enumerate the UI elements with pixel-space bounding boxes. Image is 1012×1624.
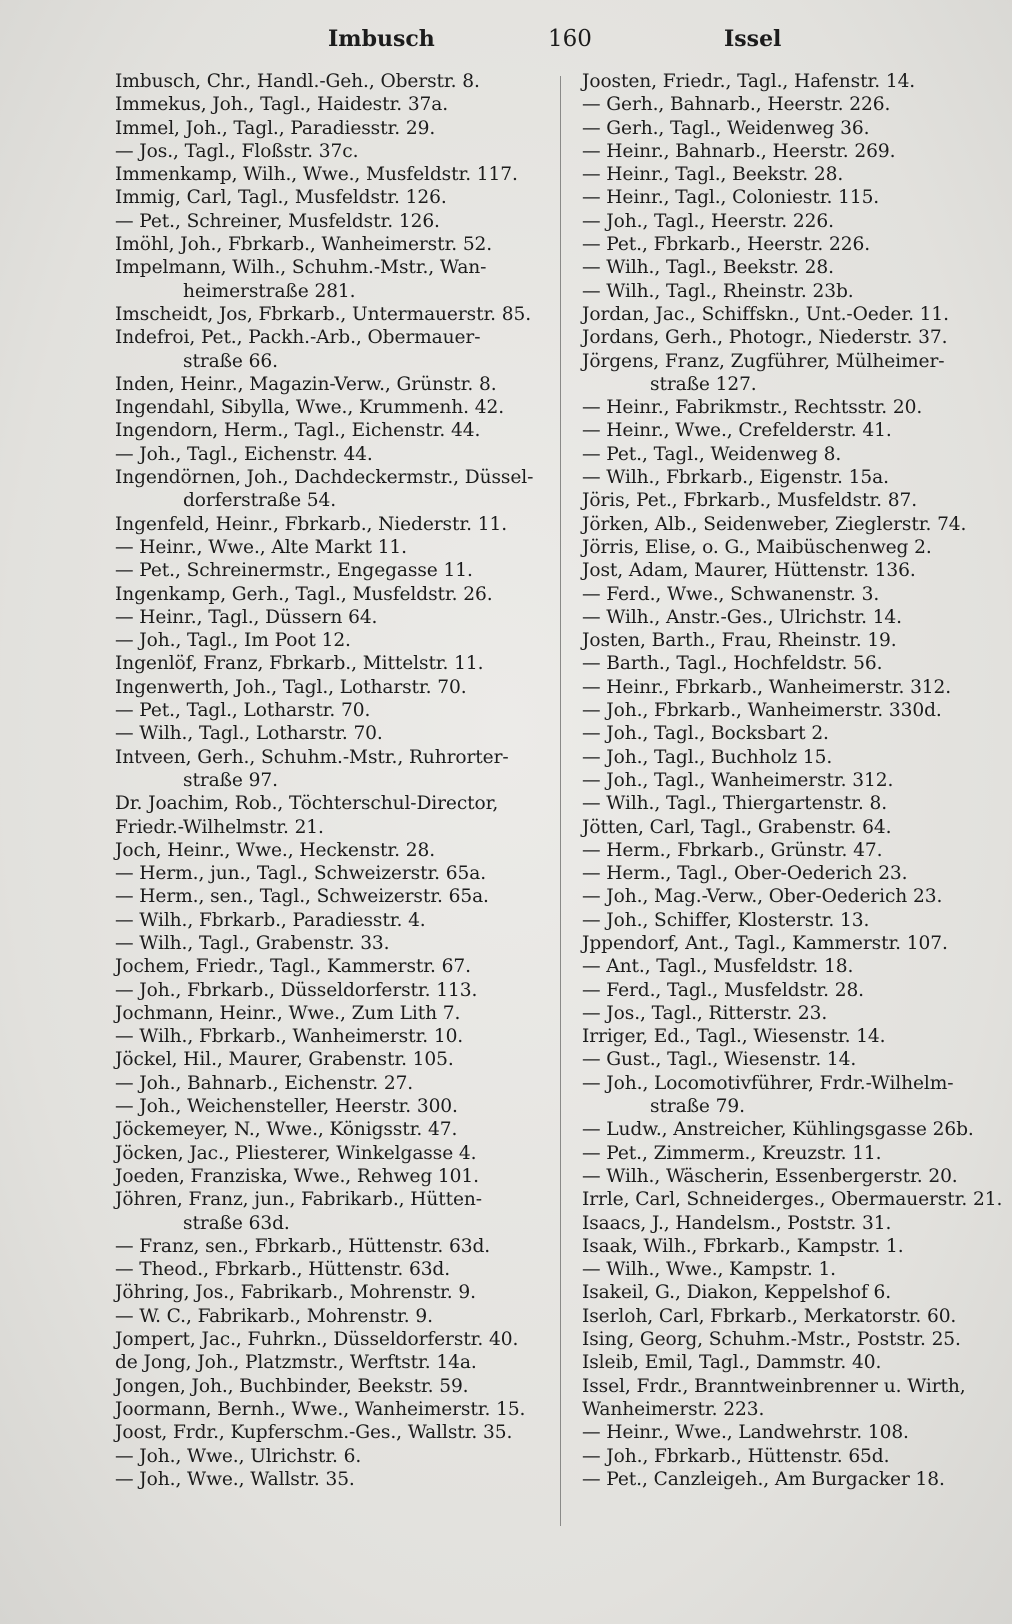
directory-entry: — Heinr., Wwe., Crefelderstr. 41. — [582, 420, 892, 442]
directory-entry: Imbusch, Chr., Handl.-Geh., Oberstr. 8. — [115, 71, 480, 92]
directory-entry: — Joh., Tagl., Im Poot 12. — [115, 630, 351, 652]
directory-entry: — Wilh., Tagl., Lotharstr. 70. — [115, 723, 383, 745]
directory-entry: — Pet., Canzleigeh., Am Burgacker 18. — [582, 1468, 945, 1490]
column-divider — [560, 76, 561, 1526]
directory-entry: Jötten, Carl, Tagl., Grabenstr. 64. — [582, 816, 892, 838]
directory-entry: — Wilh., Tagl., Thiergartenstr. 8. — [582, 793, 888, 815]
directory-entry: — Wilh., Tagl., Rheinstr. 23b. — [582, 280, 854, 302]
directory-entry: — Pet., Schreiner, Musfeldstr. 126. — [115, 210, 440, 232]
directory-entry: Jöckel, Hil., Maurer, Grabenstr. 105. — [115, 1049, 454, 1071]
directory-entry: — Wilh., Fbrkarb., Paradiesstr. 4. — [115, 909, 426, 931]
directory-entry: Immig, Carl, Tagl., Musfeldstr. 126. — [115, 187, 447, 209]
directory-entry: — Joh., Schiffer, Klosterstr. 13. — [582, 909, 870, 931]
directory-entry: Joormann, Bernh., Wwe., Wanheimerstr. 15. — [115, 1398, 526, 1420]
directory-entry: Indefroi, Pet., Packh.-Arb., Obermauer- — [115, 327, 481, 349]
directory-entry: — Pet., Tagl., Weidenweg 8. — [582, 443, 842, 465]
directory-entry: — Jos., Tagl., Ritterstr. 23. — [582, 1002, 828, 1024]
directory-entry: Joosten, Friedr., Tagl., Hafenstr. 14. — [582, 71, 916, 92]
directory-entry-continuation: straße 127. — [650, 373, 757, 395]
directory-entry: — Gerh., Tagl., Weidenweg 36. — [582, 117, 870, 139]
directory-entry: Jöris, Pet., Fbrkarb., Musfeldstr. 87. — [582, 490, 918, 512]
directory-entry: — Joh., Tagl., Eichenstr. 44. — [115, 443, 373, 465]
directory-entry: — Heinr., Tagl., Coloniestr. 115. — [582, 187, 880, 209]
directory-entry: — Herm., jun., Tagl., Schweizerstr. 65a. — [115, 863, 487, 885]
directory-entry: Isakeil, G., Diakon, Keppelshof 6. — [582, 1282, 892, 1304]
directory-entry: — Joh., Tagl., Bocksbart 2. — [582, 723, 829, 745]
left-column — [115, 70, 555, 1491]
directory-entry: de Jong, Joh., Platzmstr., Werftstr. 14a. — [115, 1352, 477, 1374]
directory-entry: Ingenkamp, Gerh., Tagl., Musfeldstr. 26. — [115, 583, 493, 605]
directory-entry: Isleib, Emil, Tagl., Dammstr. 40. — [582, 1352, 882, 1374]
directory-entry: — Joh., Fbrkarb., Wanheimerstr. 330d. — [582, 700, 942, 722]
directory-entry: Iserloh, Carl, Fbrkarb., Merkatorstr. 60. — [582, 1305, 957, 1327]
directory-entry: — Herm., sen., Tagl., Schweizerstr. 65a. — [115, 886, 489, 908]
directory-entry: Immekus, Joh., Tagl., Haidestr. 37a. — [115, 94, 449, 116]
directory-entry: — Wilh., Anstr.-Ges., Ulrichstr. 14. — [582, 606, 902, 628]
directory-entry: — Joh., Fbrkarb., Hüttenstr. 65d. — [582, 1445, 890, 1467]
directory-entry-continuation: dorferstraße 54. — [183, 490, 337, 512]
directory-entry: Ingendahl, Sibylla, Wwe., Krummenh. 42. — [115, 397, 505, 419]
directory-entry: Isaak, Wilh., Fbrkarb., Kampstr. 1. — [582, 1235, 904, 1257]
directory-entry-continuation: straße 79. — [650, 1096, 745, 1118]
directory-entry: Ingenfeld, Heinr., Fbrkarb., Niederstr. 11. — [115, 513, 508, 535]
directory-entry: — Wilh., Fbrkarb., Wanheimerstr. 10. — [115, 1026, 464, 1048]
directory-entry: Wanheimerstr. 223. — [582, 1398, 765, 1420]
directory-entry: — Joh., Wwe., Wallstr. 35. — [115, 1468, 355, 1490]
directory-entry: — Heinr., Fbrkarb., Wanheimerstr. 312. — [582, 676, 952, 698]
directory-entry: — Wilh., Wwe., Kampstr. 1. — [582, 1259, 836, 1281]
directory-entry: Jompert, Jac., Fuhrkn., Düsseldorferstr. 40. — [115, 1329, 519, 1351]
directory-entry: — Gust., Tagl., Wiesenstr. 14. — [582, 1049, 857, 1071]
directory-entry: Jost, Adam, Maurer, Hüttenstr. 136. — [582, 560, 916, 582]
page-header — [0, 20, 1012, 60]
directory-entry: Jöhring, Jos., Fabrikarb., Mohrenstr. 9. — [115, 1282, 476, 1304]
directory-entry: Jordans, Gerh., Photogr., Niederstr. 37. — [582, 327, 948, 349]
directory-entry: Jochmann, Heinr., Wwe., Zum Lith 7. — [115, 1002, 461, 1024]
directory-entry: — Heinr., Wwe., Landwehrstr. 108. — [582, 1422, 909, 1444]
directory-entry: Jöcken, Jac., Pliesterer, Winkelgasse 4. — [115, 1142, 477, 1164]
directory-entry: — Ferd., Tagl., Musfeldstr. 28. — [582, 979, 864, 1001]
directory-entry: Irriger, Ed., Tagl., Wiesenstr. 14. — [582, 1026, 886, 1048]
directory-entry: — Ant., Tagl., Musfeldstr. 18. — [582, 956, 854, 978]
header-left-word: Imbusch — [328, 26, 435, 52]
directory-entry: Ingendorn, Herm., Tagl., Eichenstr. 44. — [115, 420, 481, 442]
directory-entry: — Wilh., Fbrkarb., Eigenstr. 15a. — [582, 467, 889, 489]
directory-entry: — W. C., Fabrikarb., Mohrenstr. 9. — [115, 1305, 433, 1327]
directory-entry: — Heinr., Bahnarb., Heerstr. 269. — [582, 140, 896, 162]
directory-entry: Jppendorf, Ant., Tagl., Kammerstr. 107. — [582, 932, 948, 954]
directory-entry: — Wilh., Wäscherin, Essenbergerstr. 20. — [582, 1165, 958, 1187]
directory-entry: Imscheidt, Jos, Fbrkarb., Untermauerstr. 85. — [115, 303, 532, 325]
directory-entry: — Pet., Zimmerm., Kreuzstr. 11. — [582, 1142, 882, 1164]
directory-entry: — Ferd., Wwe., Schwanenstr. 3. — [582, 583, 880, 605]
directory-entry: — Wilh., Tagl., Grabenstr. 33. — [115, 932, 390, 954]
directory-entry: Jongen, Joh., Buchbinder, Beekstr. 59. — [115, 1375, 469, 1397]
directory-entry: Jörken, Alb., Seidenweber, Zieglerstr. 74. — [582, 513, 967, 535]
directory-entry: Isaacs, J., Handelsm., Poststr. 31. — [582, 1212, 892, 1234]
directory-entry: — Joh., Fbrkarb., Düsseldorferstr. 113. — [115, 979, 478, 1001]
directory-entry: Impelmann, Wilh., Schuhm.-Mstr., Wan- — [115, 257, 487, 279]
directory-entry: — Joh., Tagl., Heerstr. 226. — [582, 210, 834, 232]
directory-entry: — Joh., Wwe., Ulrichstr. 6. — [115, 1445, 362, 1467]
directory-entry: — Joh., Mag.-Verw., Ober-Oederich 23. — [582, 886, 943, 908]
directory-entry: Dr. Joachim, Rob., Töchterschul-Director, — [115, 793, 499, 815]
directory-entry: — Herm., Fbrkarb., Grünstr. 47. — [582, 839, 883, 861]
directory-entry: Irrle, Carl, Schneiderges., Obermauerstr. 21. — [582, 1189, 1003, 1211]
directory-entry: Jochem, Friedr., Tagl., Kammerstr. 67. — [115, 956, 471, 978]
directory-entry: — Herm., Tagl., Ober-Oederich 23. — [582, 863, 908, 885]
directory-entry: — Jos., Tagl., Floßstr. 37c. — [115, 140, 359, 162]
directory-entry-continuation: heimerstraße 281. — [183, 280, 356, 302]
directory-entry: — Heinr., Tagl., Beekstr. 28. — [582, 164, 844, 186]
header-right-word: Issel — [724, 26, 782, 52]
directory-entry: — Gerh., Bahnarb., Heerstr. 226. — [582, 94, 891, 116]
directory-entry: — Ludw., Anstreicher, Kühlingsgasse 26b. — [582, 1119, 974, 1141]
directory-entry: Jörris, Elise, o. G., Maibüschenweg 2. — [582, 536, 932, 558]
directory-entry: Joost, Frdr., Kupferschm.-Ges., Wallstr. 35. — [115, 1422, 513, 1444]
directory-entry: — Franz, sen., Fbrkarb., Hüttenstr. 63d. — [115, 1235, 491, 1257]
directory-entry: Jordan, Jac., Schiffskn., Unt.-Oeder. 11. — [582, 303, 949, 325]
right-column — [582, 70, 1006, 1491]
directory-entry-continuation: straße 63d. — [183, 1212, 290, 1234]
directory-entry: Friedr.-Wilhelmstr. 21. — [115, 816, 324, 838]
directory-entry: Intveen, Gerh., Schuhm.-Mstr., Ruhrorter- — [115, 746, 509, 768]
directory-entry: — Joh., Weichensteller, Heerstr. 300. — [115, 1096, 458, 1118]
directory-entry: — Joh., Tagl., Buchholz 15. — [582, 746, 833, 768]
directory-entry: — Theod., Fbrkarb., Hüttenstr. 63d. — [115, 1259, 451, 1281]
directory-entry: — Heinr., Wwe., Alte Markt 11. — [115, 536, 407, 558]
directory-entry: Immenkamp, Wilh., Wwe., Musfeldstr. 117. — [115, 164, 518, 186]
page-number: 160 — [548, 26, 592, 52]
directory-entry: Ingenlöf, Franz, Fbrkarb., Mittelstr. 11. — [115, 653, 484, 675]
directory-entry: Imöhl, Joh., Fbrkarb., Wanheimerstr. 52. — [115, 234, 493, 256]
directory-entry: — Heinr., Fabrikmstr., Rechtsstr. 20. — [582, 397, 923, 419]
directory-entry: Jöhren, Franz, jun., Fabrikarb., Hütten- — [115, 1189, 482, 1211]
directory-entry: Ising, Georg, Schuhm.-Mstr., Poststr. 25. — [582, 1329, 961, 1351]
directory-entry: — Pet., Schreinermstr., Engegasse 11. — [115, 560, 473, 582]
directory-entry: Jöckemeyer, N., Wwe., Königsstr. 47. — [115, 1119, 458, 1141]
directory-entry: — Joh., Tagl., Wanheimerstr. 312. — [582, 769, 894, 791]
directory-entry: — Pet., Tagl., Lotharstr. 70. — [115, 700, 371, 722]
directory-entry: Jörgens, Franz, Zugführer, Mülheimer- — [582, 350, 945, 372]
directory-entry: Ingendörnen, Joh., Dachdeckermstr., Düssel- — [115, 467, 534, 489]
directory-entry: Joch, Heinr., Wwe., Heckenstr. 28. — [115, 839, 436, 861]
directory-entry: — Joh., Locomotivführer, Frdr.-Wilhelm- — [582, 1072, 954, 1094]
directory-entry: Issel, Frdr., Branntweinbrenner u. Wirth, — [582, 1375, 966, 1397]
directory-entry: Josten, Barth., Frau, Rheinstr. 19. — [582, 630, 897, 652]
directory-entry: — Barth., Tagl., Hochfeldstr. 56. — [582, 653, 883, 675]
directory-entry: — Heinr., Tagl., Düssern 64. — [115, 606, 378, 628]
directory-entry: Joeden, Franziska, Wwe., Rehweg 101. — [115, 1165, 479, 1187]
directory-entry: Ingenwerth, Joh., Tagl., Lotharstr. 70. — [115, 676, 467, 698]
directory-entry-continuation: straße 66. — [183, 350, 278, 372]
directory-entry: — Wilh., Tagl., Beekstr. 28. — [582, 257, 834, 279]
directory-entry: — Pet., Fbrkarb., Heerstr. 226. — [582, 234, 871, 256]
directory-entry-continuation: straße 97. — [183, 769, 278, 791]
directory-entry: Inden, Heinr., Magazin-Verw., Grünstr. 8. — [115, 373, 497, 395]
directory-entry: — Joh., Bahnarb., Eichenstr. 27. — [115, 1072, 414, 1094]
directory-entry: Immel, Joh., Tagl., Paradiesstr. 29. — [115, 117, 436, 139]
